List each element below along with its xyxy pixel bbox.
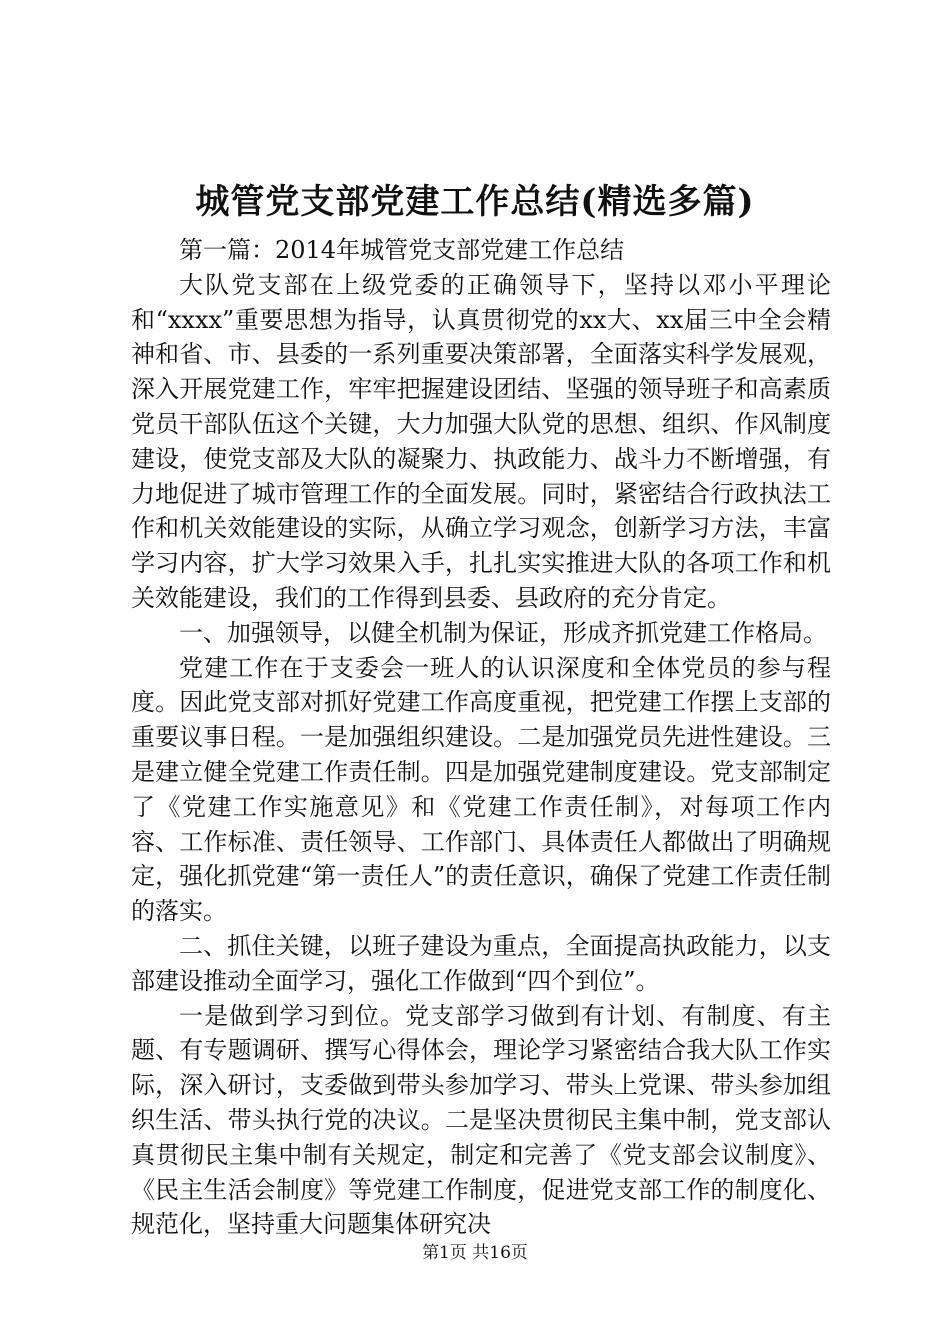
document-body xyxy=(131,233,831,1242)
intro-paragraph: 大队党支部在上级党委的正确领导下，坚持以邓小平理论和“xxxx”重要思想为指导，认真贯彻党的xx大、xx届三中全会精神和省、市、县委的一系列重要决策部署，全面落实科学发展观，深入开展党建工作，牢牢把握建设团结、坚强的领导班子和高素质党员干部队伍这个关键，大力加强大队党的思想、组织、作风制度建设，使党支部及大队的凝聚力、执政能力、战斗力不断增强，有力地促进了城市管理工作的全面发展。同时，紧密结合行政执法工作和机关效能建设的实际，从确立学习观念，创新学习方法，丰富学习内容，扩大学习效果入手，扎扎实实推进大队的各项工作和机关效能建设，我们的工作得到县委、县政府的充分肯定。 xyxy=(131,270,831,612)
page-number-footer: 第1页 共16页 xyxy=(422,1243,528,1263)
section-heading-one: 一、加强领导，以健全机制为保证，形成齐抓党建工作格局。 xyxy=(179,618,827,647)
body-paragraph: 一是做到学习到位。党支部学习做到有计划、有制度、有主题、有专题调研、撰写心得体会，理论学习紧密结合我大队工作实际，深入研讨，支委做到带头参加学习、带头上党课、带头参加组织生活、带头执行党的决议。二是坚决贯彻民主集中制，党支部认真贯彻民主集中制有关规定，制定和完善了《党支部会议制度》、《民主生活会制度》等党建工作制度，促进党支部工作的制度化、规范化，坚持重大问题集体研究决 xyxy=(131,1001,831,1239)
section-heading-two: 二、抓住关键，以班子建设为重点，全面提高执政能力，以支部建设推动全面学习，强化工作做到“四个到位”。 xyxy=(131,931,831,995)
document-title: 城管党支部党建工作总结(精选多篇) xyxy=(195,182,755,222)
body-paragraph: 党建工作在于支委会一班人的认识深度和全体党员的参与程度。因此党支部对抓好党建工作高度重视，把党建工作摆上支部的重要议事日程。一是加强组织建设。二是加强党员先进性建设。三是建立健全党建工作责任制。四是加强党建制度建设。党支部制定了《党建工作实施意见》和《党建工作责任制》，对每项工作内容、工作标准、责任领导、工作部门、具体责任人都做出了明确规定，强化抓党建“第一责任人”的责任意识，确保了党建工作责任制的落实。 xyxy=(131,653,831,926)
section-heading-part-one: 第一篇：2014年城管党支部党建工作总结 xyxy=(179,236,625,264)
